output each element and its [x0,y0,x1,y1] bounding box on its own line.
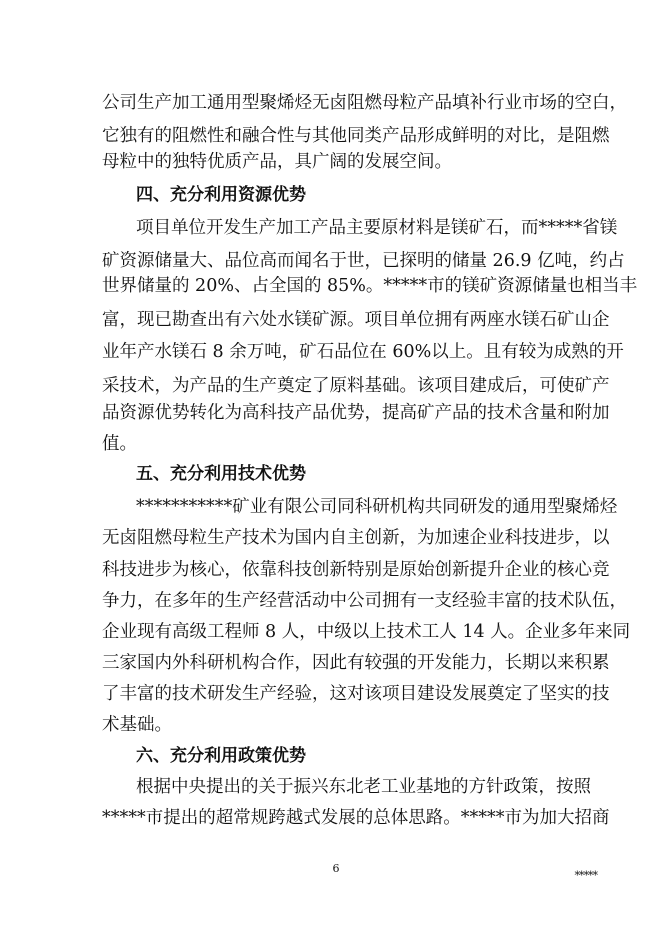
paragraph-line: 公司生产加工通用型聚烯烃无卤阻燃母粒产品填补行业市场的空白， [102,93,627,113]
paragraph-line: ***********矿业有限公司同科研机构共同研发的通用型聚烯烃 [136,497,618,517]
paragraph-line: 它独有的阻燃性和融合性与其他同类产品形成鲜明的对比，是阻燃 [102,126,610,146]
section-heading-resources: 四、充分利用资源优势 [136,185,306,205]
footer-mark: ***** [574,869,597,882]
paragraph-line: 了丰富的技术研发生产经验，这对该项目建设发展奠定了坚实的技 [102,684,610,704]
page-number: 6 [332,862,340,875]
paragraph-line: 科技进步为核心，依靠科技创新特别是原始创新提升企业的核心竞 [102,560,610,580]
paragraph-line: 企业现有高级工程师 8 人，中级以上技术工人 14 人。企业多年来同 [102,622,631,642]
paragraph-line: 项目单位开发生产加工产品主要原材料是镁矿石，而*****省镁 [136,218,618,238]
paragraph-line: 矿资源储量大、品位高而闻名于世，已探明的储量 26.9 亿吨，约占 [102,251,625,271]
paragraph-line: 采技术，为产品的生产奠定了原料基础。该项目建成后，可使矿产 [102,376,610,396]
paragraph-line: 品资源优势转化为高科技产品优势，提高矿产品的技术含量和附加 [102,403,610,423]
paragraph-line: 无卤阻燃母粒生产技术为国内自主创新，为加速企业科技进步，以 [102,528,610,548]
section-heading-policy: 六、充分利用政策优势 [136,746,306,766]
paragraph-line: 母粒中的独特优质产品，具广阔的发展空间。 [102,152,452,172]
paragraph-line: *****市提出的超常规跨越式发展的总体思路。*****市为加大招商 [102,808,610,828]
paragraph-line: 富，现已勘查出有六处水镁矿源。项目单位拥有两座水镁石矿山企 [102,310,610,330]
paragraph-line: 术基础。 [102,715,172,735]
paragraph-line: 值。 [102,434,137,454]
section-heading-technology: 五、充分利用技术优势 [136,464,306,484]
paragraph-line: 三家国内外科研机构合作，因此有较强的开发能力，长期以来积累 [102,653,610,673]
paragraph-line: 根据中央提出的关于振兴东北老工业基地的方针政策，按照 [136,777,591,797]
paragraph-line: 业年产水镁石 8 余万吨，矿石品位在 60%以上。且有较为成熟的开 [102,342,624,362]
paragraph-line: 世界储量的 20%、占全国的 85%。*****市的镁矿资源储量也相当丰 [102,276,638,296]
paragraph-line: 争力，在多年的生产经营活动中公司拥有一支经验丰富的技术队伍， [102,591,627,611]
